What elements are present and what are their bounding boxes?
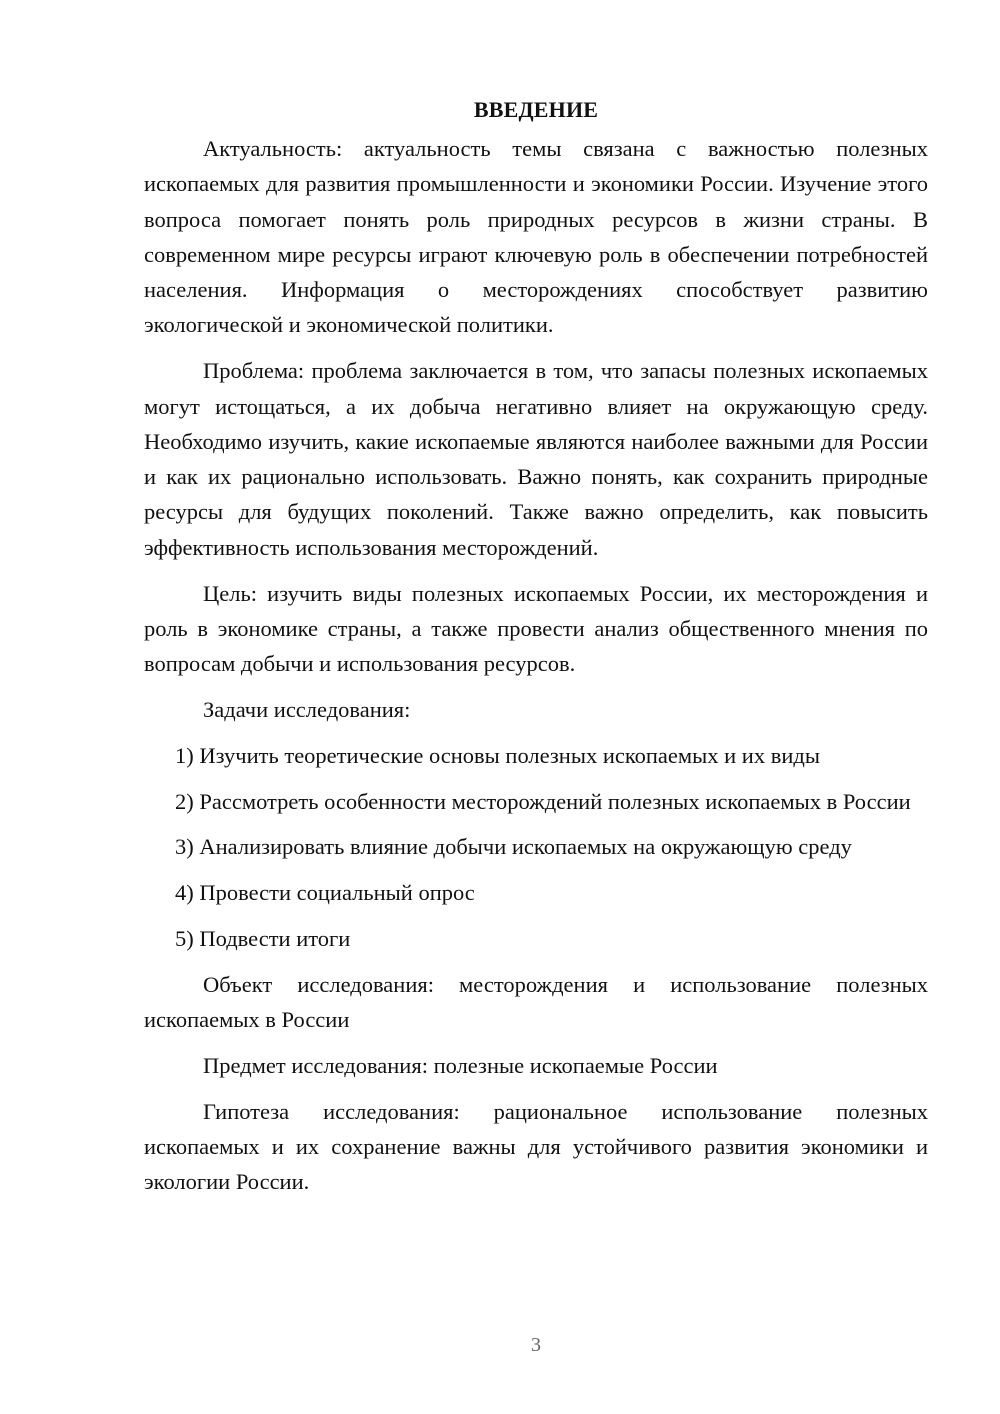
section-heading: ВВЕДЕНИЕ [473, 97, 599, 122]
object-paragraph: Объект исследования: месторождения и использование полезных ископаемых в России [144, 971, 928, 1033]
page-number: 3 [531, 1334, 541, 1356]
task-item-4: 4) Провести социальный опрос [175, 880, 475, 906]
task-item-2: 2) Рассмотреть особенности месторождений полезных ископаемых в России [175, 788, 911, 814]
relevance-paragraph: Актуальность: актуальность темы связана с важностью полезных ископаемых для развития промышленности и экономики России. Изучение этого вопроса помогает понять роль природных ресурсов в жизни страны. В современном мире ресурсы играют ключевую роль в обеспечении потребностей населения. Информация о месторождениях способствует развитию экологической и экономической политики. [144, 136, 928, 338]
task-item-3: 3) Анализировать влияние добычи ископаемых на окружающую среду [175, 834, 852, 860]
task-item-5: 5) Подвести итоги [175, 925, 351, 951]
hypothesis-paragraph: Гипотеза исследования: рациональное использование полезных ископаемых и их сохранение важны для устойчивого развития экономики и экологии России. [144, 1098, 928, 1195]
task-item-1: 1) Изучить теоретические основы полезных ископаемых и их виды [175, 742, 820, 768]
subject-paragraph: Предмет исследования: полезные ископаемые России [203, 1052, 718, 1078]
tasks-heading: Задачи исследования: [203, 696, 411, 722]
problem-paragraph: Проблема: проблема заключается в том, что запасы полезных ископаемых могут истощаться, а их добыча негативно влияет на окружающую среду. Необходимо изучить, какие ископаемые являются наиболее важными для России и как их рационально использовать. Важно понять, как сохранить природные ресурсы для будущих поколений. Также важно определить, как повысить эффективность использования месторождений. [144, 358, 928, 560]
page-content [144, 92, 928, 1210]
goal-paragraph: Цель: изучить виды полезных ископаемых России, их месторождения и роль в экономике страны, а также провести анализ общественного мнения по вопросам добычи и использования ресурсов. [144, 580, 928, 677]
